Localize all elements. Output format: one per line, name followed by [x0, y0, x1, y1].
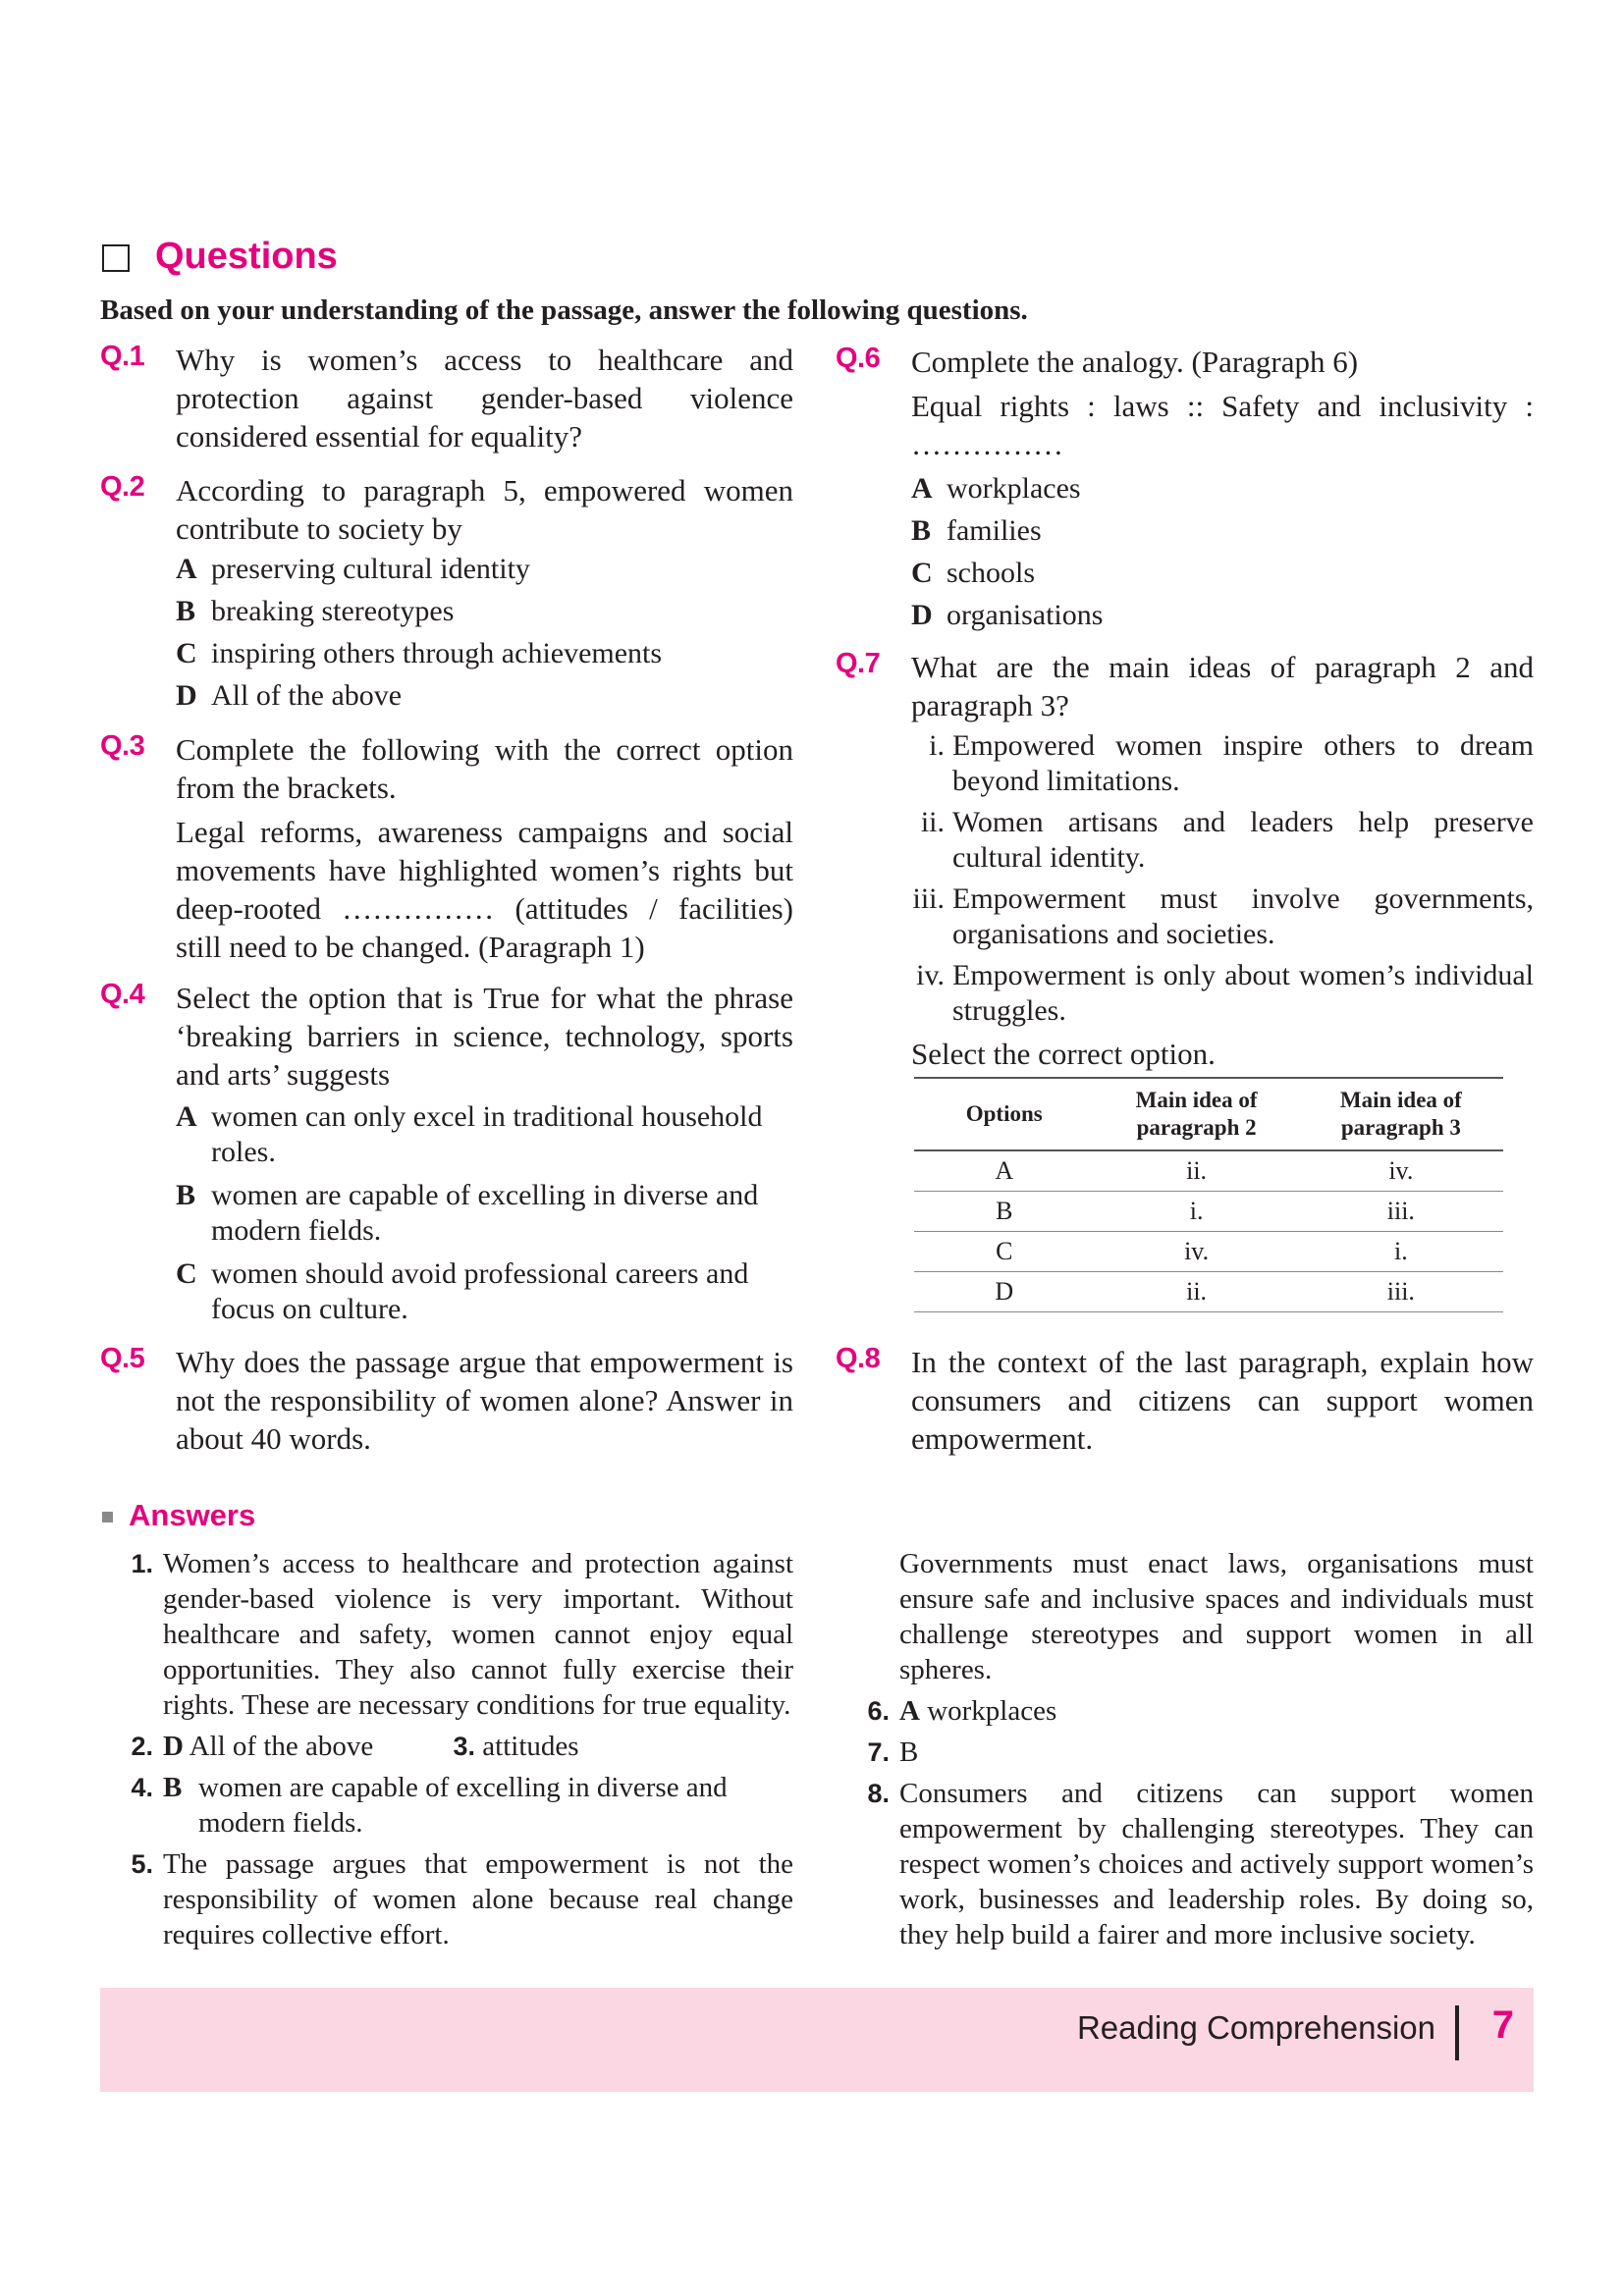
options-table [914, 1077, 1503, 1312]
answer-item [854, 1693, 1534, 1729]
question-5 [100, 1343, 793, 1458]
question-number: Q.3 [100, 730, 145, 762]
option [176, 590, 793, 632]
table-cell: iii. [1299, 1272, 1503, 1312]
question-text: Select the option that is True for what the phrase ‘breaking barriers in science, technology, sports and arts’ suggests [176, 981, 793, 1092]
option [176, 548, 793, 590]
answer-text: attitudes [482, 1731, 579, 1762]
answer-item [854, 1735, 1534, 1770]
table-row [914, 1232, 1503, 1272]
question-number: Q.6 [836, 343, 881, 374]
idea-label: ii. [920, 806, 945, 838]
option [176, 1178, 793, 1249]
bullet-square-icon [102, 1512, 113, 1522]
question-number: Q.8 [836, 1343, 881, 1374]
question-8 [836, 1343, 1534, 1458]
idea-item [911, 958, 1534, 1029]
question-text: According to paragraph 5, empowered women contribute to society by [176, 473, 793, 546]
select-instruction: Select the correct option. [911, 1037, 1216, 1071]
table-cell: iv. [1299, 1150, 1503, 1192]
answer-letter: D [163, 1731, 184, 1762]
answer-item [118, 1546, 793, 1723]
answer-text: women are capable of excelling in diverse and modern fields. [198, 1772, 728, 1839]
idea-label: i. [929, 729, 945, 762]
answer-number: 6. [867, 1696, 890, 1726]
question-6 [836, 343, 1534, 636]
answer-letter: B [163, 1772, 183, 1803]
option-list [176, 1099, 793, 1327]
idea-text: Empowerment is only about women’s individual struggles. [952, 959, 1534, 1027]
instruction: Based on your understanding of the passage, answer the following questions. [100, 294, 1028, 326]
question-number: Q.1 [100, 341, 145, 372]
question-7 [836, 648, 1534, 1312]
question-number: Q.7 [836, 648, 881, 679]
page-number: 7 [1491, 2003, 1514, 2047]
option [911, 552, 1534, 594]
answer-text: Women’s access to healthcare and protection against gender-based violence is very important. Without healthcare and safety, women cannot enjoy equal opportunities. They also cannot fully exercise their rights. These are necessary conditions for true equality. [163, 1548, 793, 1721]
option-text: schools [947, 557, 1035, 589]
answer-text: B [899, 1736, 919, 1768]
option [176, 674, 793, 717]
table-cell: ii. [1094, 1150, 1298, 1192]
option [911, 509, 1534, 552]
answer-text: workplaces [927, 1695, 1057, 1727]
idea-label: iv. [916, 959, 945, 991]
option-letter: C [176, 1257, 197, 1290]
option-text: All of the above [211, 679, 403, 712]
questions-heading: Questions [155, 236, 338, 277]
table-row [914, 1272, 1503, 1312]
answer-number: 1. [131, 1549, 153, 1578]
answer-number: 7. [867, 1737, 890, 1767]
answer-item-3 [454, 1731, 579, 1762]
option-letter: D [911, 599, 933, 631]
idea-text: Women artisans and leaders help preserve cultural identity. [952, 806, 1534, 874]
answer-number: 2. [131, 1732, 153, 1761]
table-header: Options [914, 1078, 1094, 1150]
table-cell: B [914, 1192, 1094, 1232]
option-letter: C [911, 557, 933, 589]
option-letter: A [911, 472, 933, 505]
option [176, 632, 793, 674]
question-passage: Legal reforms, awareness campaigns and social movements have highlighted women’s rights but deep-rooted …………… (attitudes / facilities) still need to be changed. (Paragraph 1) [176, 815, 793, 964]
option-letter: A [176, 1100, 197, 1133]
idea-text: Empowered women inspire others to dream beyond limitations. [952, 729, 1534, 797]
answer-text: Governments must enact laws, organisations must ensure safe and inclusive spaces and individuals must challenge stereotypes and support women in all spheres. [899, 1548, 1534, 1685]
question-number: Q.4 [100, 979, 145, 1010]
answer-number: 8. [867, 1779, 890, 1808]
question-text: Complete the following with the correct option from the brackets. [176, 732, 793, 805]
option-text: women should avoid professional careers and focus on culture. [211, 1257, 749, 1325]
option-text: preserving cultural identity [211, 553, 530, 585]
option [176, 1099, 793, 1170]
analogy-text: Equal rights : laws :: Safety and inclusivity : [911, 389, 1534, 423]
idea-item [911, 881, 1534, 952]
idea-label: iii. [912, 882, 945, 915]
answer-number: 4. [131, 1773, 153, 1802]
answer-item [118, 1729, 793, 1764]
table-cell: A [914, 1150, 1094, 1192]
option-text: workplaces [947, 472, 1081, 505]
footer-divider [1455, 2005, 1459, 2060]
question-2 [100, 471, 793, 717]
option-text: organisations [947, 599, 1104, 631]
answer-item [118, 1846, 793, 1952]
question-text: Why is women’s access to healthcare and protection against gender-based violence considered essential for equality? [176, 343, 793, 454]
table-cell: D [914, 1272, 1094, 1312]
option-letter: B [176, 595, 196, 627]
option-letter: C [176, 637, 197, 669]
footer-band [100, 1988, 1534, 2092]
answer-number: 3. [453, 1732, 476, 1761]
answer-continuation [854, 1546, 1534, 1687]
option-letter: D [176, 679, 197, 712]
table-cell: i. [1299, 1232, 1503, 1272]
option-letter: B [176, 1179, 196, 1211]
question-text: Why does the passage argue that empowerment is not the responsibility of women alone? Answer in about 40 words. [176, 1345, 793, 1456]
option-text: women can only excel in traditional household roles. [211, 1100, 763, 1168]
idea-list [911, 728, 1534, 1029]
analogy-line [911, 387, 1534, 425]
answer-number: 5. [131, 1849, 153, 1879]
answers-heading: Answers [129, 1498, 256, 1532]
question-4 [100, 979, 793, 1335]
option-text: women are capable of excelling in diverse and modern fields. [211, 1179, 759, 1247]
option-list [911, 467, 1534, 636]
idea-item [911, 728, 1534, 799]
checkbox-icon [102, 244, 130, 272]
analogy-blank: …………… [911, 427, 1063, 461]
question-text: In the context of the last paragraph, explain how consumers and citizens can support women empowerment. [911, 1345, 1534, 1456]
option [176, 1256, 793, 1327]
option [911, 467, 1534, 509]
idea-item [911, 805, 1534, 876]
question-text: What are the main ideas of paragraph 2 and paragraph 3? [911, 650, 1534, 722]
answer-text: All of the above [189, 1731, 374, 1762]
option-text: inspiring others through achievements [211, 637, 663, 669]
option [911, 594, 1534, 636]
answers-left [118, 1546, 793, 1958]
question-3 [100, 730, 793, 966]
table-header: Main idea of paragraph 2 [1094, 1078, 1298, 1150]
answer-item [854, 1776, 1534, 1952]
question-1 [100, 341, 793, 455]
table-row [914, 1150, 1503, 1192]
option-letter: B [911, 514, 932, 547]
option-text: breaking stereotypes [211, 595, 455, 627]
table-cell: iv. [1094, 1232, 1298, 1272]
table-cell: ii. [1094, 1272, 1298, 1312]
answer-letter: A [899, 1695, 920, 1727]
option-letter: A [176, 553, 197, 585]
question-number: Q.5 [100, 1343, 145, 1374]
option-list [176, 548, 793, 717]
table-header: Main idea of paragraph 3 [1299, 1078, 1503, 1150]
table-cell: iii. [1299, 1192, 1503, 1232]
footer-title: Reading Comprehension [1076, 2009, 1435, 2046]
answer-item [118, 1770, 793, 1841]
answer-text: The passage argues that empowerment is not the responsibility of women alone because real change requires collective effort. [163, 1848, 793, 1950]
answer-text: Consumers and citizens can support women empowerment by challenging stereotypes. They can respect women’s choices and actively support women’s work, businesses and leadership roles. By doing so, they help build a fairer and more inclusive society. [899, 1778, 1534, 1950]
answers-right [854, 1546, 1534, 1958]
question-text: Complete the analogy. (Paragraph 6) [911, 345, 1359, 379]
table-row [914, 1192, 1503, 1232]
option-text: families [947, 514, 1042, 547]
question-number: Q.2 [100, 471, 145, 503]
idea-text: Empowerment must involve governments, organisations and societies. [952, 882, 1534, 950]
table-header-row [914, 1078, 1503, 1150]
table-cell: i. [1094, 1192, 1298, 1232]
table-cell: C [914, 1232, 1094, 1272]
